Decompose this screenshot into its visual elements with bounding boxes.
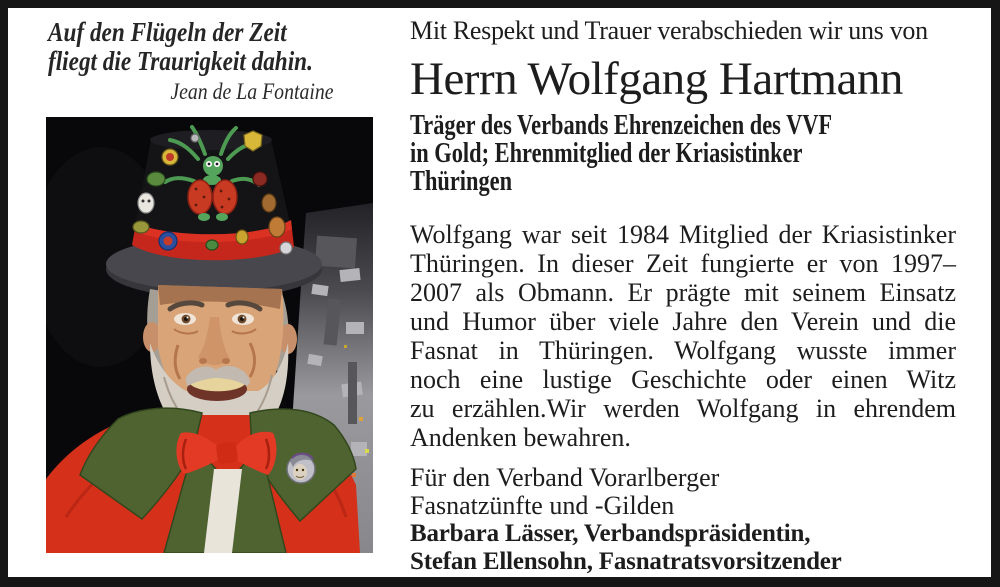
honors-line: in Gold; Ehrenmitglied der Kriasistinker [410,138,803,169]
body-line: Wolfgang war seit 1984 Mitglied der Kriasistinker [410,220,956,249]
portrait-photo [46,117,373,553]
closing-line-1: Für den Verband Vorarlberger [410,463,720,492]
obituary-body [410,220,956,452]
body-line: Thüringen. In dieser Zeit fungierte er von 1997– [410,249,956,278]
signatory-1: Barbara Lässer, Verbandspräsidentin, [410,520,811,547]
honors-line: Träger des Verbands Ehrenzeichen des VVF [410,110,833,141]
portrait-illustration [46,117,373,553]
closing-block [410,464,956,576]
quote-line-1: Auf den Flügeln der Zeit [48,17,287,47]
body-line: zu erzählen.Wir werden Wolfgang in ehrendem [410,394,956,423]
quote-attribution: Jean de La Fontaine [170,79,334,104]
body-line: Fasnat in Thüringen. Wolfgang wusste immer [410,336,956,365]
quote-line-2: fliegt die Traurigkeit dahin. [48,46,313,76]
notice-text-column [410,16,956,576]
body-line: 2007 als Obmann. Er prägte mit seinem Einsatz [410,278,956,307]
signatory-2: Stefan Ellensohn, Fasnatratsvorsitzender [410,548,842,575]
body-line: und Humor über viele Jahre den Verein und die [410,307,956,336]
deceased-name: Herrn Wolfgang Hartmann [410,53,903,105]
intro-line: Mit Respekt und Trauer verabschieden wir uns von [410,16,928,45]
body-line: noch eine lustige Geschichte oder einen Witz [410,365,956,394]
closing-line-2: Fasnatzünfte und -Gilden [410,491,675,520]
collar-brooch [287,454,315,483]
body-line: Andenken bewahren. [410,423,631,452]
quote-block [48,18,334,105]
honors-line: Thüringen [410,166,513,197]
honors-block [410,112,954,196]
